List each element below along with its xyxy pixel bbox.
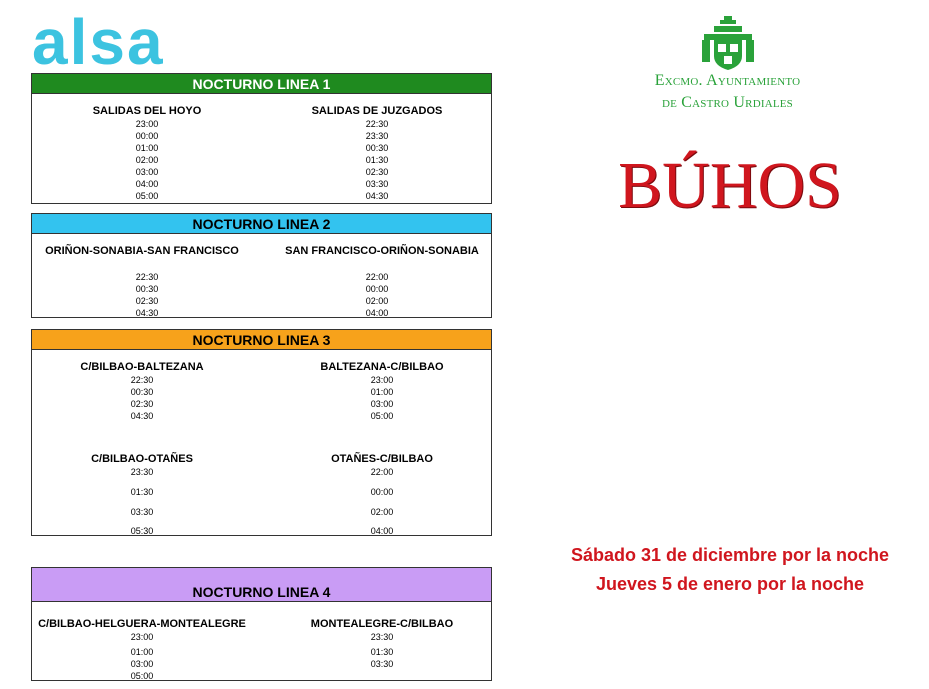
- svg-text:alsa: alsa: [32, 14, 165, 70]
- time: 00:00: [135, 131, 159, 141]
- linea-3-box: [31, 329, 492, 536]
- linea-2-title: NOCTURNO LINEA 2: [192, 216, 331, 232]
- time: 22:30: [130, 375, 154, 385]
- linea-2-right-col: [267, 244, 497, 258]
- alsa-logo: [32, 14, 212, 70]
- time: 01:30: [365, 155, 389, 165]
- linea-1-box: [31, 73, 492, 204]
- time: 04:00: [370, 526, 394, 536]
- linea-1-right-heading: SALIDAS DE JUZGADOS: [311, 105, 443, 117]
- time: 04:00: [135, 179, 159, 189]
- service-dates: [520, 541, 929, 599]
- time: 04:00: [365, 308, 389, 318]
- time: 01:00: [370, 387, 394, 397]
- linea-4-box: [31, 567, 492, 681]
- linea-4-header: [32, 568, 491, 602]
- time: 01:30: [130, 487, 154, 497]
- linea-3-left-heading: C/BILBAO-BALTEZANA: [80, 361, 204, 373]
- time: 01:00: [135, 143, 159, 153]
- time: 04:30: [365, 191, 389, 201]
- time: 00:00: [365, 284, 389, 294]
- time: 23:00: [135, 119, 159, 129]
- linea-3-left2-heading-col: [27, 452, 257, 466]
- linea-2-right-times: [262, 271, 492, 319]
- linea-2-right-heading: SAN FRANCISCO-ORIÑON-SONABIA: [285, 245, 479, 257]
- page-title: BÚHOS: [618, 149, 842, 222]
- time: 00:30: [135, 284, 159, 294]
- time: 22:30: [365, 119, 389, 129]
- time: 01:30: [370, 647, 394, 657]
- linea-3-right2-heading-col: [267, 452, 497, 466]
- time: 03:30: [365, 179, 389, 189]
- date-line-2: Jueves 5 de enero por la noche: [595, 574, 865, 594]
- time: 02:00: [365, 296, 389, 306]
- linea-2-left-col: [27, 244, 257, 258]
- time: 22:30: [135, 272, 159, 282]
- linea-3-right-col: [267, 360, 497, 422]
- time: 23:00: [370, 375, 394, 385]
- linea-3-right2-heading: OTAÑES-C/BILBAO: [331, 453, 433, 465]
- linea-2-header: [32, 214, 491, 234]
- linea-4-right-col: [267, 617, 497, 631]
- time: 01:00: [130, 647, 154, 657]
- linea-3-title: NOCTURNO LINEA 3: [192, 332, 331, 348]
- time: 22:00: [365, 272, 389, 282]
- time: 02:30: [365, 167, 389, 177]
- ayuntamiento-line-2: de Castro Urdiales: [662, 94, 793, 111]
- linea-4-left-heading: C/BILBAO-HELGUERA-MONTEALEGRE: [38, 618, 246, 630]
- linea-1-left-col: [32, 104, 262, 202]
- ayuntamiento-name: [600, 70, 855, 114]
- linea-3-right-heading: BALTEZANA-C/BILBAO: [320, 361, 444, 373]
- time: 02:00: [135, 155, 159, 165]
- linea-1-header: [32, 74, 491, 94]
- time: 05:00: [130, 671, 154, 681]
- linea-1-title: NOCTURNO LINEA 1: [192, 76, 331, 92]
- linea-2-left-heading: ORIÑON-SONABIA-SAN FRANCISCO: [45, 245, 239, 257]
- time: 23:30: [370, 632, 394, 642]
- linea-3-left2-heading: C/BILBAO-OTAÑES: [91, 453, 193, 465]
- time: 00:30: [130, 387, 154, 397]
- time: 00:30: [365, 143, 389, 153]
- time: 23:00: [130, 632, 154, 642]
- time: 05:30: [130, 526, 154, 536]
- time: 02:00: [370, 507, 394, 517]
- time: 05:00: [370, 411, 394, 421]
- linea-3-left-col: [27, 360, 257, 422]
- linea-2-box: [31, 213, 492, 318]
- time: 02:30: [135, 296, 159, 306]
- coat-of-arms-icon: [700, 16, 756, 70]
- time: 22:00: [370, 467, 394, 477]
- time: 00:00: [370, 487, 394, 497]
- time: 23:30: [365, 131, 389, 141]
- time: 23:30: [130, 467, 154, 477]
- time: 03:00: [135, 167, 159, 177]
- linea-2-left-times: [32, 271, 262, 319]
- time: 03:00: [370, 399, 394, 409]
- linea-1-right-col: [262, 104, 492, 202]
- time: 03:00: [130, 659, 154, 669]
- time: 02:30: [130, 399, 154, 409]
- time: 04:30: [130, 411, 154, 421]
- time: 03:30: [370, 659, 394, 669]
- time: 05:00: [135, 191, 159, 201]
- time: 04:30: [135, 308, 159, 318]
- time: 03:30: [130, 507, 154, 517]
- date-line-1: Sábado 31 de diciembre por la noche: [570, 545, 890, 565]
- linea-4-left-col: [27, 617, 257, 631]
- linea-1-left-heading: SALIDAS DEL HOYO: [92, 105, 202, 117]
- linea-4-right-heading: MONTEALEGRE-C/BILBAO: [310, 618, 454, 630]
- linea-3-header: [32, 330, 491, 350]
- linea-4-title: NOCTURNO LINEA 4: [192, 584, 331, 600]
- ayuntamiento-line-1: Excmo. Ayuntamiento: [654, 72, 801, 89]
